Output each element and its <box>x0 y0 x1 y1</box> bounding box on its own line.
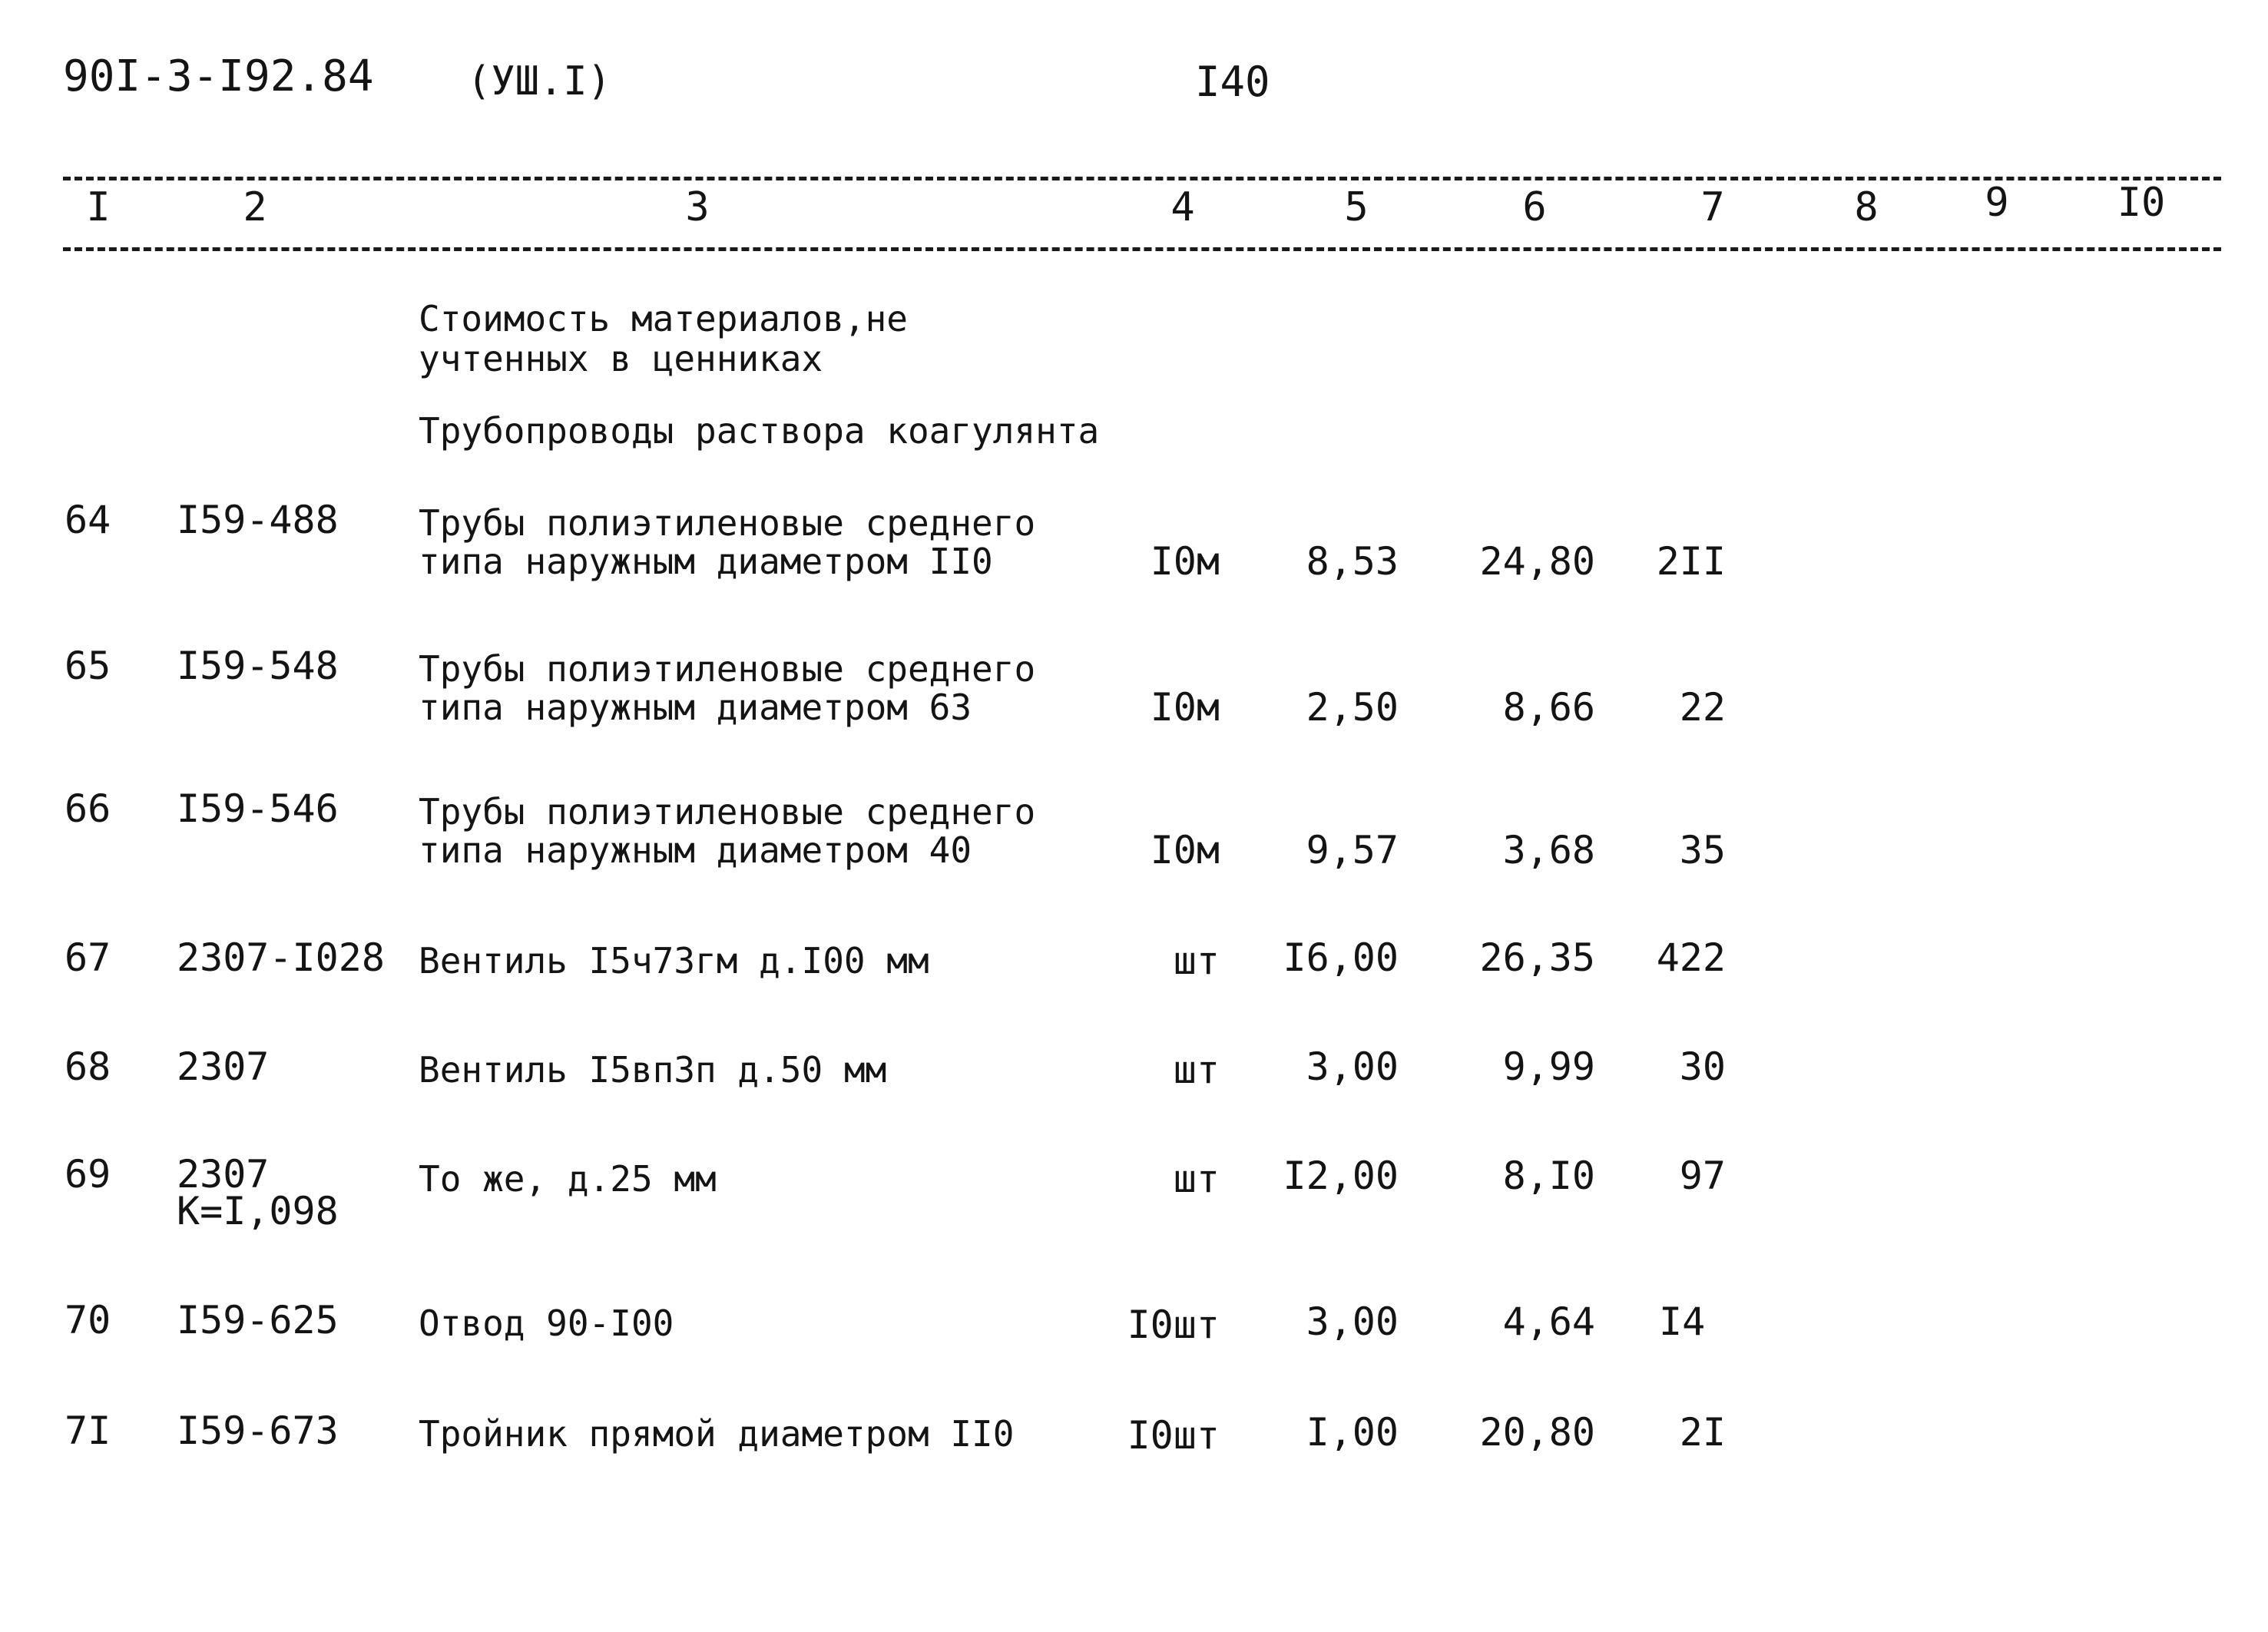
row-unit: I0м <box>1150 539 1220 584</box>
row-code: I59-673 <box>177 1409 339 1453</box>
row-price: 3,68 <box>1502 828 1595 872</box>
header-rule-top <box>63 177 2221 180</box>
row-quantity: I,00 <box>1306 1410 1399 1455</box>
row-number: 65 <box>65 644 111 688</box>
column-number: I0 <box>2117 180 2166 226</box>
row-total: I4 <box>1659 1299 1706 1344</box>
row-name: типа наружным диаметром 63 <box>419 687 972 728</box>
row-code: 2307-I028 <box>177 935 385 980</box>
row-number: 64 <box>65 498 111 542</box>
sheet-reference: (УШ.I) <box>467 58 611 104</box>
section-title-line-2: учтенных в ценниках <box>419 338 823 379</box>
row-name: Отвод 90-I00 <box>419 1303 674 1344</box>
row-name: типа наружным диаметром II0 <box>419 541 993 582</box>
row-code: 2307 <box>177 1044 270 1089</box>
row-price: 26,35 <box>1479 935 1595 980</box>
row-name: Тройник прямой диаметром II0 <box>419 1413 1015 1455</box>
row-unit: I0м <box>1150 685 1220 730</box>
row-number: 70 <box>65 1298 111 1342</box>
row-unit: I0шт <box>1127 1413 1220 1458</box>
row-number: 69 <box>65 1152 111 1197</box>
row-total: 97 <box>1679 1154 1726 1198</box>
row-total: 30 <box>1679 1044 1726 1089</box>
row-price: 9,99 <box>1502 1044 1595 1089</box>
row-code: I59-546 <box>177 786 339 831</box>
column-number: 3 <box>685 184 710 230</box>
column-number: 6 <box>1522 184 1547 230</box>
row-number: 7I <box>65 1409 111 1453</box>
row-unit: I0шт <box>1127 1303 1220 1347</box>
row-unit: шт <box>1173 1048 1220 1092</box>
header-rule-bottom <box>63 247 2221 251</box>
row-price: 8,66 <box>1502 685 1595 730</box>
row-name: Трубы полиэтиленовые среднего <box>419 502 1036 544</box>
row-unit: шт <box>1173 938 1220 983</box>
row-total: 2II <box>1656 539 1726 584</box>
column-number: I <box>86 184 111 230</box>
row-quantity: 8,53 <box>1306 539 1399 584</box>
row-code: I59-625 <box>177 1298 339 1342</box>
row-number: 67 <box>65 935 111 980</box>
row-total: 35 <box>1679 828 1726 872</box>
row-total: 422 <box>1656 935 1726 980</box>
column-number: 9 <box>1985 180 2009 226</box>
row-price: 20,80 <box>1479 1410 1595 1455</box>
row-quantity: 3,00 <box>1306 1299 1399 1344</box>
row-quantity: I2,00 <box>1283 1154 1399 1198</box>
row-price: 4,64 <box>1502 1299 1595 1344</box>
column-number: 2 <box>243 184 267 230</box>
column-number: 4 <box>1170 184 1195 230</box>
row-number: 66 <box>65 786 111 831</box>
row-number: 68 <box>65 1044 111 1089</box>
row-code-coefficient: К=I,098 <box>177 1189 339 1233</box>
row-name: То же, д.25 мм <box>419 1158 717 1200</box>
document-code: 90I-3-I92.84 <box>63 51 374 101</box>
row-name: Вентиль I5вп3п д.50 мм <box>419 1049 887 1091</box>
row-total: 22 <box>1679 685 1726 730</box>
row-quantity: 9,57 <box>1306 828 1399 872</box>
row-code: I59-488 <box>177 498 339 542</box>
row-code: I59-548 <box>177 644 339 688</box>
row-name: типа наружным диаметром 40 <box>419 829 972 871</box>
column-number: 8 <box>1854 184 1879 230</box>
row-name: Вентиль I5ч73гм д.I00 мм <box>419 940 929 982</box>
row-quantity: 2,50 <box>1306 685 1399 730</box>
row-price: 24,80 <box>1479 539 1595 584</box>
row-name: Трубы полиэтиленовые среднего <box>419 648 1036 690</box>
row-quantity: 3,00 <box>1306 1044 1399 1089</box>
row-total: 2I <box>1679 1410 1726 1455</box>
row-name: Трубы полиэтиленовые среднего <box>419 791 1036 833</box>
column-number: 7 <box>1700 184 1725 230</box>
page-number: I40 <box>1195 58 1270 106</box>
row-quantity: I6,00 <box>1283 935 1399 980</box>
row-unit: шт <box>1173 1157 1220 1201</box>
row-unit: I0м <box>1150 828 1220 872</box>
column-number: 5 <box>1344 184 1369 230</box>
section-subheading: Трубопроводы раствора коагулянта <box>419 410 1100 452</box>
section-title-line-1: Стоимость материалов,не <box>419 298 908 339</box>
row-price: 8,I0 <box>1502 1154 1595 1198</box>
row-code: 2307 <box>177 1152 270 1197</box>
